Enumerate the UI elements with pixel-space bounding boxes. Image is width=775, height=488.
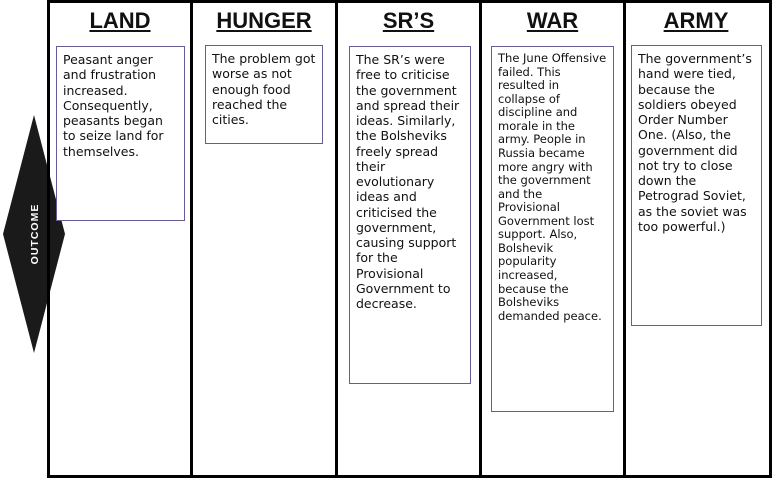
note-srs: The SR’s were free to criticise the government and spread their ideas. Similarly, the Bolsheviks freely spread their evolutionary ideas and criticised the government, causing support for the Provisional Government to decrease. <box>349 46 471 384</box>
column-header-hunger: HUNGER <box>216 8 312 33</box>
column-header-war: WAR <box>526 8 579 33</box>
column-header-land: LAND <box>89 8 151 33</box>
outcome-label: OUTCOME <box>29 203 41 265</box>
note-army: The government’s hand were tied, because the soldiers obeyed Order Number One. (Also, the government did not try to close down the Petrograd Soviet, as the soviet was too powerful.) <box>631 45 762 326</box>
note-hunger: The problem got worse as not enough food reached the cities. <box>205 45 323 144</box>
column-header-srs: SR’S <box>382 8 435 33</box>
note-war: The June Offensive failed. This resulted in collapse of discipline and morale in the army. People in Russia became more angry with the government and the Provisional Government lost support. Also, Bolshevik popularity increased, because the Bolsheviks demanded peace. <box>491 46 614 412</box>
column-divider <box>479 0 482 478</box>
column-divider <box>335 0 338 478</box>
column-divider <box>623 0 626 478</box>
column-divider <box>190 0 193 478</box>
column-header-army: ARMY <box>663 8 729 33</box>
note-land: Peasant anger and frustration increased. Consequently, peasants began to seize land for themselves. <box>56 46 185 221</box>
column-divider <box>47 0 50 478</box>
header-top-line <box>47 0 769 3</box>
